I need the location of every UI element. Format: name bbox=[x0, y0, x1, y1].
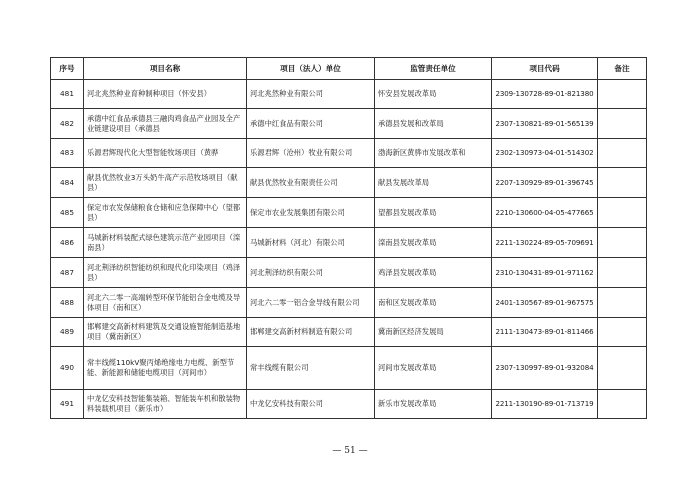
row-project-name: 邯郸建交高新材料建筑及交通设施智能制造基地项目（冀南新区） bbox=[84, 318, 247, 347]
row-project-name: 承德中红食品承德县三融肉鸡食品产业园及全产业链建设项目（承德县 bbox=[84, 109, 247, 139]
row-project-code: 2111-130473-89-01-811466 bbox=[492, 318, 598, 347]
row-note bbox=[598, 347, 647, 390]
row-supervisor: 滦南县发展改革局 bbox=[375, 228, 492, 258]
row-legal-unit: 邯郸建交高新材料制造有限公司 bbox=[247, 318, 375, 347]
row-serial: 484 bbox=[51, 168, 84, 198]
row-serial: 483 bbox=[51, 139, 84, 168]
row-note bbox=[598, 198, 647, 228]
row-serial: 490 bbox=[51, 347, 84, 390]
page-number: — 51 — bbox=[332, 446, 368, 456]
row-legal-unit: 常丰线缆有限公司 bbox=[247, 347, 375, 390]
row-project-code: 2307-130997-89-01-932084 bbox=[492, 347, 598, 390]
row-serial: 491 bbox=[51, 390, 84, 419]
row-project-code: 2210-130600-04-05-477665 bbox=[492, 198, 598, 228]
row-project-code: 2211-130190-89-01-713719 bbox=[492, 390, 598, 419]
row-note bbox=[598, 80, 647, 109]
row-project-name: 河北六二零一高端转型环保节能铝合金电缆及导体项目（南和区） bbox=[84, 288, 247, 318]
header-supervisor: 监管责任单位 bbox=[375, 58, 492, 80]
header-project-code: 项目代码 bbox=[492, 58, 598, 80]
table-row bbox=[51, 347, 647, 390]
row-serial: 488 bbox=[51, 288, 84, 318]
row-serial: 489 bbox=[51, 318, 84, 347]
row-supervisor: 承德县发展和改革局 bbox=[375, 109, 492, 139]
row-project-name: 献县优然牧业3万头奶牛高产示范牧场项目（献县） bbox=[84, 168, 247, 198]
table-row bbox=[51, 318, 647, 347]
row-legal-unit: 承德中红食品有限公司 bbox=[247, 109, 375, 139]
row-legal-unit: 河北荆泽纺织有限公司 bbox=[247, 258, 375, 288]
table-row bbox=[51, 168, 647, 198]
row-supervisor: 南和区发展改革局 bbox=[375, 288, 492, 318]
row-note bbox=[598, 228, 647, 258]
row-supervisor: 渤海新区黄骅市发展改革和 bbox=[375, 139, 492, 168]
row-project-code: 2310-130431-89-01-971162 bbox=[492, 258, 598, 288]
header-project-name: 项目名称 bbox=[84, 58, 247, 80]
row-legal-unit: 河北兆然种业有限公司 bbox=[247, 80, 375, 109]
row-project-name: 河北荆泽纺织智能纺织和现代化印染项目（鸡泽县） bbox=[84, 258, 247, 288]
row-legal-unit: 保定市农业发展集团有限公司 bbox=[247, 198, 375, 228]
row-serial: 487 bbox=[51, 258, 84, 288]
row-supervisor: 新乐市发展改革局 bbox=[375, 390, 492, 419]
row-project-code: 2211-130224-89-05-709691 bbox=[492, 228, 598, 258]
row-note bbox=[598, 258, 647, 288]
row-project-code: 2207-130929-89-01-396745 bbox=[492, 168, 598, 198]
row-legal-unit: 献县优然牧业有限责任公司 bbox=[247, 168, 375, 198]
row-legal-unit: 乐源君辉（沧州）牧业有限公司 bbox=[247, 139, 375, 168]
row-project-code: 2401-130567-89-01-967575 bbox=[492, 288, 598, 318]
table-row bbox=[51, 390, 647, 419]
row-supervisor: 怀安县发展改革局 bbox=[375, 80, 492, 109]
row-note bbox=[598, 288, 647, 318]
row-project-code: 2302-130973-04-01-514302 bbox=[492, 139, 598, 168]
table-header-row bbox=[51, 58, 647, 80]
table-row bbox=[51, 80, 647, 109]
row-supervisor: 献县发展改革局 bbox=[375, 168, 492, 198]
table-row bbox=[51, 228, 647, 258]
row-project-name: 乐源君辉现代化大型智能牧场项目（黄骅 bbox=[84, 139, 247, 168]
header-serial: 序号 bbox=[51, 58, 84, 80]
row-project-code: 2307-130821-89-01-565139 bbox=[492, 109, 598, 139]
row-project-name: 常丰线缆110kV聚丙烯绝缘电力电缆、新型节能、新能源和储能电缆项目（河间市） bbox=[84, 347, 247, 390]
row-serial: 482 bbox=[51, 109, 84, 139]
row-legal-unit: 中龙亿安科技有限公司 bbox=[247, 390, 375, 419]
table-row bbox=[51, 288, 647, 318]
row-serial: 486 bbox=[51, 228, 84, 258]
row-supervisor: 河间市发展改革局 bbox=[375, 347, 492, 390]
row-supervisor: 冀南新区经济发展局 bbox=[375, 318, 492, 347]
row-serial: 481 bbox=[51, 80, 84, 109]
row-project-name: 中龙亿安科技智能集装箱、智能装车机和散装物料装载机项目（新乐市） bbox=[84, 390, 247, 419]
row-project-name: 马城新材料装配式绿色建筑示范产业园项目（滦南县） bbox=[84, 228, 247, 258]
row-note bbox=[598, 109, 647, 139]
row-note bbox=[598, 390, 647, 419]
table-row bbox=[51, 258, 647, 288]
row-project-code: 2309-130728-89-01-821380 bbox=[492, 80, 598, 109]
row-legal-unit: 马城新材料（河北）有限公司 bbox=[247, 228, 375, 258]
row-note bbox=[598, 139, 647, 168]
row-project-name: 河北兆然种业育种制种项目（怀安县） bbox=[84, 80, 247, 109]
row-legal-unit: 河北六二零一铝合金导线有限公司 bbox=[247, 288, 375, 318]
row-supervisor: 鸡泽县发展改革局 bbox=[375, 258, 492, 288]
header-legal-unit: 项目（法人）单位 bbox=[247, 58, 375, 80]
table-row bbox=[51, 139, 647, 168]
row-note bbox=[598, 318, 647, 347]
projects-table bbox=[50, 57, 647, 419]
header-note: 备注 bbox=[598, 58, 647, 80]
row-supervisor: 望都县发展改革局 bbox=[375, 198, 492, 228]
table-row bbox=[51, 109, 647, 139]
row-note bbox=[598, 168, 647, 198]
table-row bbox=[51, 198, 647, 228]
row-project-name: 保定市农发保储粮食仓储和应急保障中心（望都县） bbox=[84, 198, 247, 228]
row-serial: 485 bbox=[51, 198, 84, 228]
